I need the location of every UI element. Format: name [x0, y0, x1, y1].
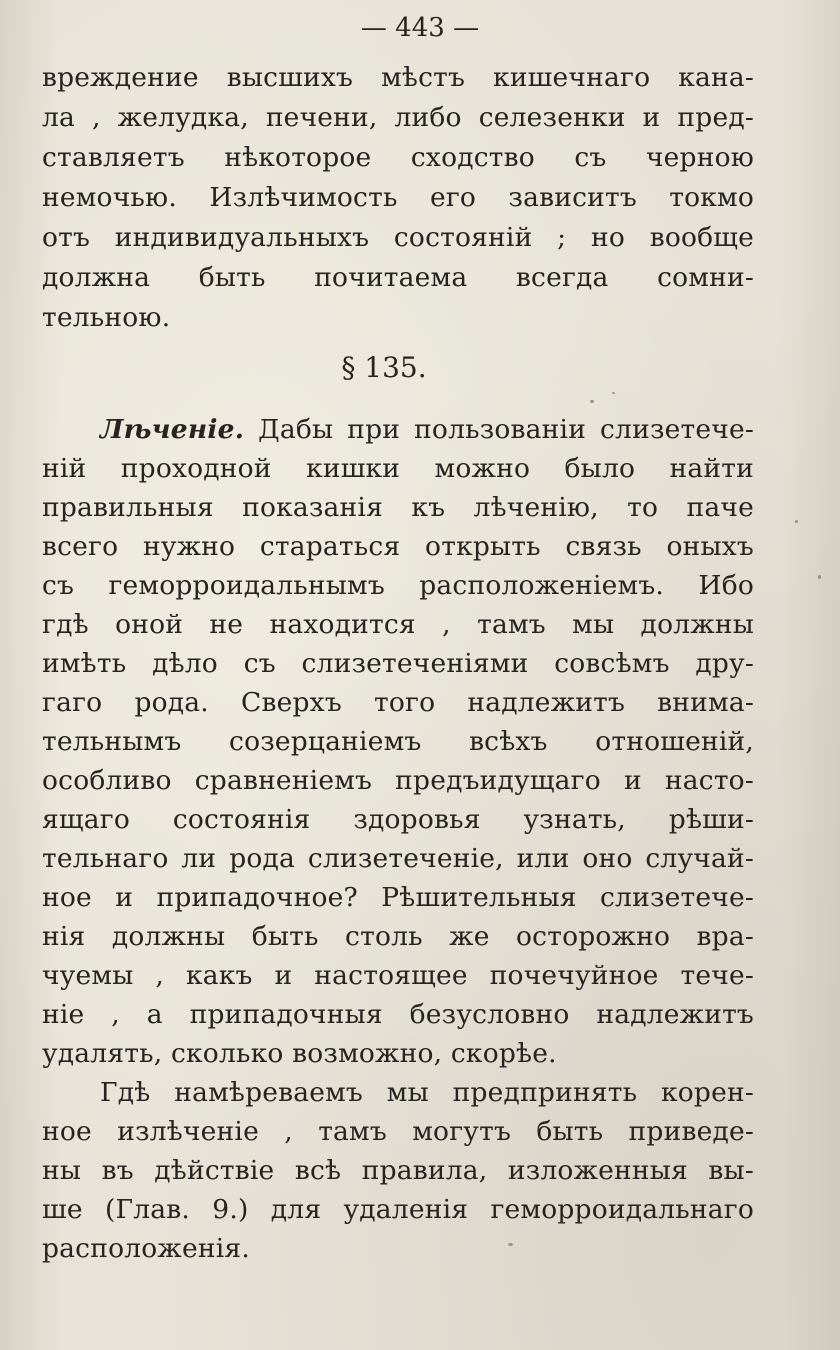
text-span: Дабы при пользованіи слизетече-	[258, 414, 754, 445]
paragraph-first-line: Гдѣ намѣреваемъ мы предпринять корен-	[100, 1077, 754, 1108]
rubric-heading: Лѣченіе.	[100, 414, 245, 445]
text-line: гдѣ оной не находится , тамъ мы должны	[42, 609, 754, 640]
text-line: ящаго состоянія здоровья узнать, рѣши-	[42, 804, 754, 835]
text-line: нія должны быть столь же осторожно вра-	[42, 921, 754, 952]
text-line: всего нужно стараться открыть связь оныхъ	[42, 531, 754, 562]
text-line: ній проходной кишки можно было найти	[42, 453, 754, 484]
text-line: отъ индивидуальныхъ состояній ; но вообще	[42, 222, 754, 253]
paper-speck	[795, 520, 798, 523]
text-line: особливо сравненіемъ предъидущаго и насто-	[42, 765, 754, 796]
paper-speck	[612, 392, 615, 394]
text-line: ставляетъ нѣкоторое сходство съ черною	[42, 142, 754, 173]
text-line: гаго рода. Сверхъ того надлежитъ внима-	[42, 687, 754, 718]
text-line: расположенія.	[42, 1233, 250, 1264]
text-line: имѣть дѣло съ слизетеченіями совсѣмъ дру-	[42, 648, 754, 679]
text-line: правильныя показанія къ лѣченію, то паче	[42, 492, 754, 523]
text-line: тельнымъ созерцаніемъ всѣхъ отношеній,	[42, 726, 754, 757]
text-line: ла , желудка, печени, либо селезенки и пред-	[42, 102, 754, 133]
text-line: ное и припадочное? Рѣшительныя слизетече-	[42, 882, 754, 913]
text-line: съ геморроидальнымъ расположеніемъ. Ибо	[42, 570, 754, 601]
text-line: чуемы , какъ и настоящее почечуйное тече-	[42, 960, 754, 991]
paragraph-first-line	[100, 410, 754, 450]
text-line: удалять, сколько возможно, скорѣе.	[42, 1038, 557, 1069]
paper-speck	[508, 1243, 513, 1246]
paper-speck	[590, 400, 594, 403]
page-number: — 443 —	[360, 13, 480, 43]
section-heading: § 135.	[341, 351, 427, 384]
text-line: тельнаго ли рода слизетеченіе, или оно случай-	[42, 843, 754, 874]
text-line: ше (Глав. 9.) для удаленія геморроидальнаго	[42, 1194, 754, 1225]
text-line: тельною.	[42, 302, 171, 333]
text-line: вреждение высшихъ мѣстъ кишечнаго кана-	[42, 62, 754, 93]
text-line: немочью. Излѣчимость его зависитъ токмо	[42, 182, 754, 213]
text-line: должна быть почитаема всегда сомни-	[42, 262, 754, 293]
text-line: ніе , а припадочныя безусловно надлежитъ	[42, 999, 754, 1030]
paper-speck	[818, 575, 821, 579]
text-line: ное излѣченіе , тамъ могутъ быть приведе-	[42, 1116, 754, 1147]
text-line: ны въ дѣйствіе всѣ правила, изложенныя вы-	[42, 1155, 754, 1186]
